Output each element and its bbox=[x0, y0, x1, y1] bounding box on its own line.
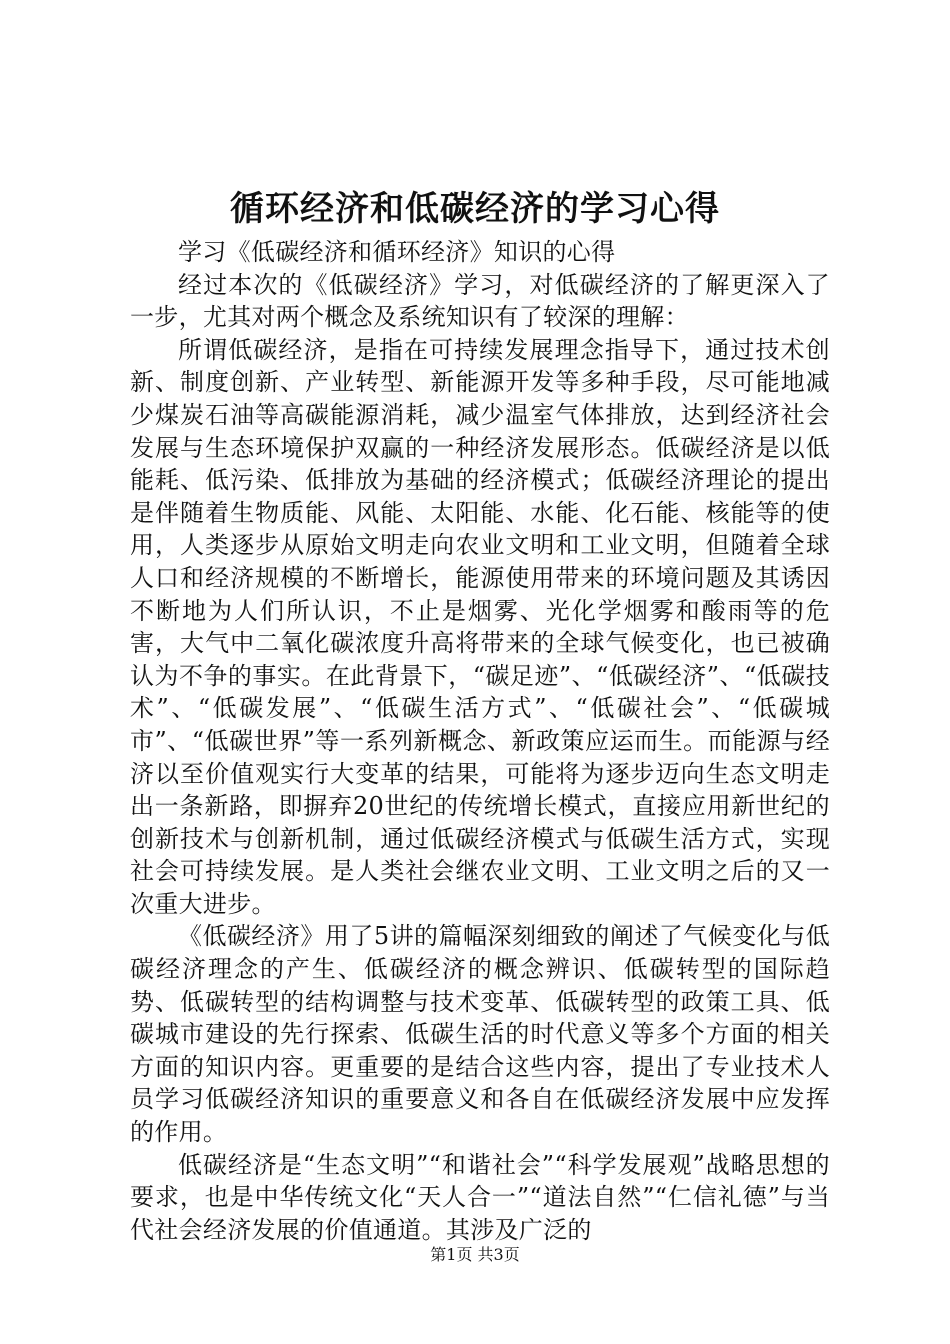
paragraph-definition: 所谓低碳经济，是指在可持续发展理念指导下，通过技术创新、制度创新、产业转型、新能源开发等多种手段，尽可能地减少煤炭石油等高碳能源消耗，减少温室气体排放，达到经济社会发展与生态环境保护双赢的一种经济发展形态。低碳经济是以低能耗、低污染、低排放为基础的经济模式；低碳经济理论的提出是伴随着生物质能、风能、太阳能、水能、化石能、核能等的使用，人类逐步从原始文明走向农业文明和工业文明，但随着全球人口和经济规模的不断增长，能源使用带来的环境问题及其诱因不断地为人们所认识，不止是烟雾、光化学烟雾和酸雨等的危害，大气中二氧化碳浓度升高将带来的全球气候变化，也已被确认为不争的事实。在此背景下，“碳足迹”、“低碳经济”、“低碳技术”、“低碳发展”、“低碳生活方式”、“低碳社会”、“低碳城市”、“低碳世界”等一系列新概念、新政策应运而生。而能源与经济以至价值观实行大变革的结果，可能将为逐步迈向生态文明走出一条新路，即摒弃20世纪的传统增长模式，直接应用新世纪的创新技术与创新机制，通过低碳经济模式与低碳生活方式，实现社会可持续发展。是人类社会继农业文明、工业文明之后的又一次重大进步。 bbox=[130, 335, 830, 918]
page-footer: 第1页 共3页 bbox=[430, 1245, 520, 1264]
paragraph-book-summary: 《低碳经济》用了5讲的篇幅深刻细致的阐述了气候变化与低碳经济理念的产生、低碳经济的概念辨识、低碳转型的国际趋势、低碳转型的结构调整与技术变革、低碳转型的政策工具、低碳城市建设的先行探索、低碳生活的时代意义等多个方面的相关方面的知识内容。更重要的是结合这些内容，提出了专业技术人员学习低碳经济知识的重要意义和各自在低碳经济发展中应发挥的作用。 bbox=[130, 922, 830, 1147]
paragraph-significance: 低碳经济是“生态文明”“和谐社会”“科学发展观”战略思想的要求，也是中华传统文化“天人合一”“道法自然”“仁信礼德”与当代社会经济发展的价值通道。其涉及广泛的 bbox=[130, 1150, 830, 1244]
document-body bbox=[130, 236, 830, 1246]
document-title: 循环经济和低碳经济的学习心得 bbox=[230, 189, 720, 229]
paragraph-intro: 经过本次的《低碳经济》学习，对低碳经济的了解更深入了一步，尤其对两个概念及系统知识有了较深的理解： bbox=[130, 270, 830, 332]
paragraph-subtitle: 学习《低碳经济和循环经济》知识的心得 bbox=[178, 238, 616, 266]
